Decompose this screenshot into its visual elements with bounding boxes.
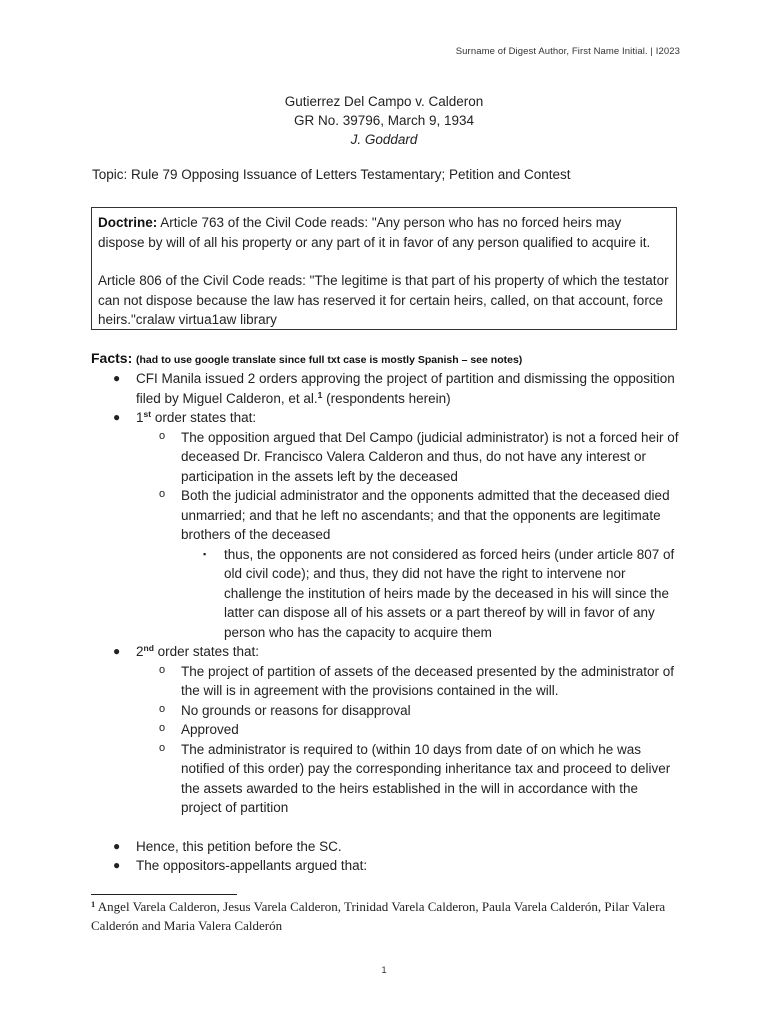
item-text-tail: (respondents herein) [322,390,451,406]
square-bullet-icon: ▪ [203,548,207,559]
list-item [0,369,768,408]
footnote [91,898,691,935]
facts-note: (had to use google translate since full txt case is mostly Spanish – see notes) [136,354,523,366]
footnote-text: Angel Varela Calderon, Jesus Varela Calderon, Trinidad Varela Calderon, Paula Varela Calderón, Pilar Valera Calderón and Maria Valera Calderón [91,899,666,933]
footnote-number: 1 [91,899,96,909]
list-item [0,837,768,857]
case-gr-number: GR No. 39796, March 9, 1934 [293,113,475,128]
item-text: The project of partition of assets of the deceased presented by the administrator of the will is in agreement with the provisions contained in the will. [181,663,675,698]
topic-line: Topic: Rule 79 Opposing Issuance of Letters Testamentary; Petition and Contest [92,167,571,182]
list-item [0,642,768,662]
ordinal-suffix: nd [143,643,154,653]
circle-bullet-icon: o [159,663,166,676]
case-title-block [0,92,768,149]
bullet-icon: ● [113,371,121,385]
case-judge: J. Goddard [350,132,418,147]
bullet-icon: ● [113,838,121,853]
page-header: Surname of Digest Author, First Name Initial. | I2023 [455,46,680,57]
list-item [0,856,768,876]
item-text: The administrator is required to (within 10 days from date of on which he was notified of this order) pay the corresponding inheritance tax and proceed to deliver the assets awarded to the heirs established in the will in accordance with the project of partition [181,741,671,815]
circle-bullet-icon: o [159,702,166,715]
bullet-icon: ● [113,644,121,658]
item-text: Hence, this petition before the SC. [136,838,342,854]
doctrine-text-1: Article 763 of the Civil Code reads: "Any person who has no forced heirs may dispose by will of all his property or any part of it in favor of any person qualified to acquire it. [98,215,651,250]
item-text: thus, the opponents are not considered as forced heirs (under article 807 of old civil code); and thus, they did not have the right to intervene nor challenge the institution of heirs made by the deceased in his will since the latter can dispose all of his assets or a part thereof by will in favor of any person who has the capacity to acquire them [224,546,675,640]
page-number: 1 [381,965,387,976]
facts-label: Facts: [91,350,133,366]
list-item [0,428,768,487]
list-item [0,701,768,721]
order-number: 2 [136,644,144,659]
facts-list [0,369,768,876]
facts-heading [91,350,522,366]
ordinal-suffix: st [143,409,152,419]
item-text: The oppositors-appellants argued that: [136,858,368,873]
bullet-icon: ● [113,410,121,424]
doctrine-paragraph-1 [98,213,670,252]
item-text: order states that: [151,410,257,425]
case-title: Gutierrez Del Campo v. Calderon [284,94,484,109]
footnote-ref: 1 [317,389,323,400]
circle-bullet-icon: o [159,429,166,442]
item-text: Approved [181,722,239,737]
circle-bullet-icon: o [159,488,166,500]
list-item [0,740,768,818]
list-item [0,486,768,545]
doctrine-box [91,207,677,330]
order-number: 1 [136,410,144,425]
item-text: The opposition argued that Del Campo (judicial administrator) is not a forced heir of deceased Dr. Francisco Valera Calderon and thus, do not have any interest or participation in the assets left by the deceased [181,429,679,484]
list-item [0,662,768,701]
item-text: order states that: [153,644,259,659]
list-item [0,408,768,428]
list-item [0,545,768,643]
list-spacer [0,818,768,837]
circle-bullet-icon: o [159,722,166,734]
item-text: CFI Manila issued 2 orders approving the project of partition and dismissing the opposition filed by Miguel Calderon, et al. [136,371,675,406]
bullet-icon: ● [113,858,121,872]
footnote-separator [91,894,237,895]
doctrine-paragraph-2: Article 806 of the Civil Code reads: "The legitime is that part of his property of which the testator can not dispose because the law has reserved it for certain heirs, called, on that account, force heirs."cralaw virtua1aw library [98,273,669,328]
doctrine-label: Doctrine: [98,215,158,230]
circle-bullet-icon: o [159,741,166,754]
item-text: No grounds or reasons for disapproval [181,702,411,718]
list-item [0,720,768,740]
item-text: Both the judicial administrator and the opponents admitted that the deceased died unmarried; and that he left no ascendants; and that the opponents are legitimate brothers of the deceased [181,488,670,542]
